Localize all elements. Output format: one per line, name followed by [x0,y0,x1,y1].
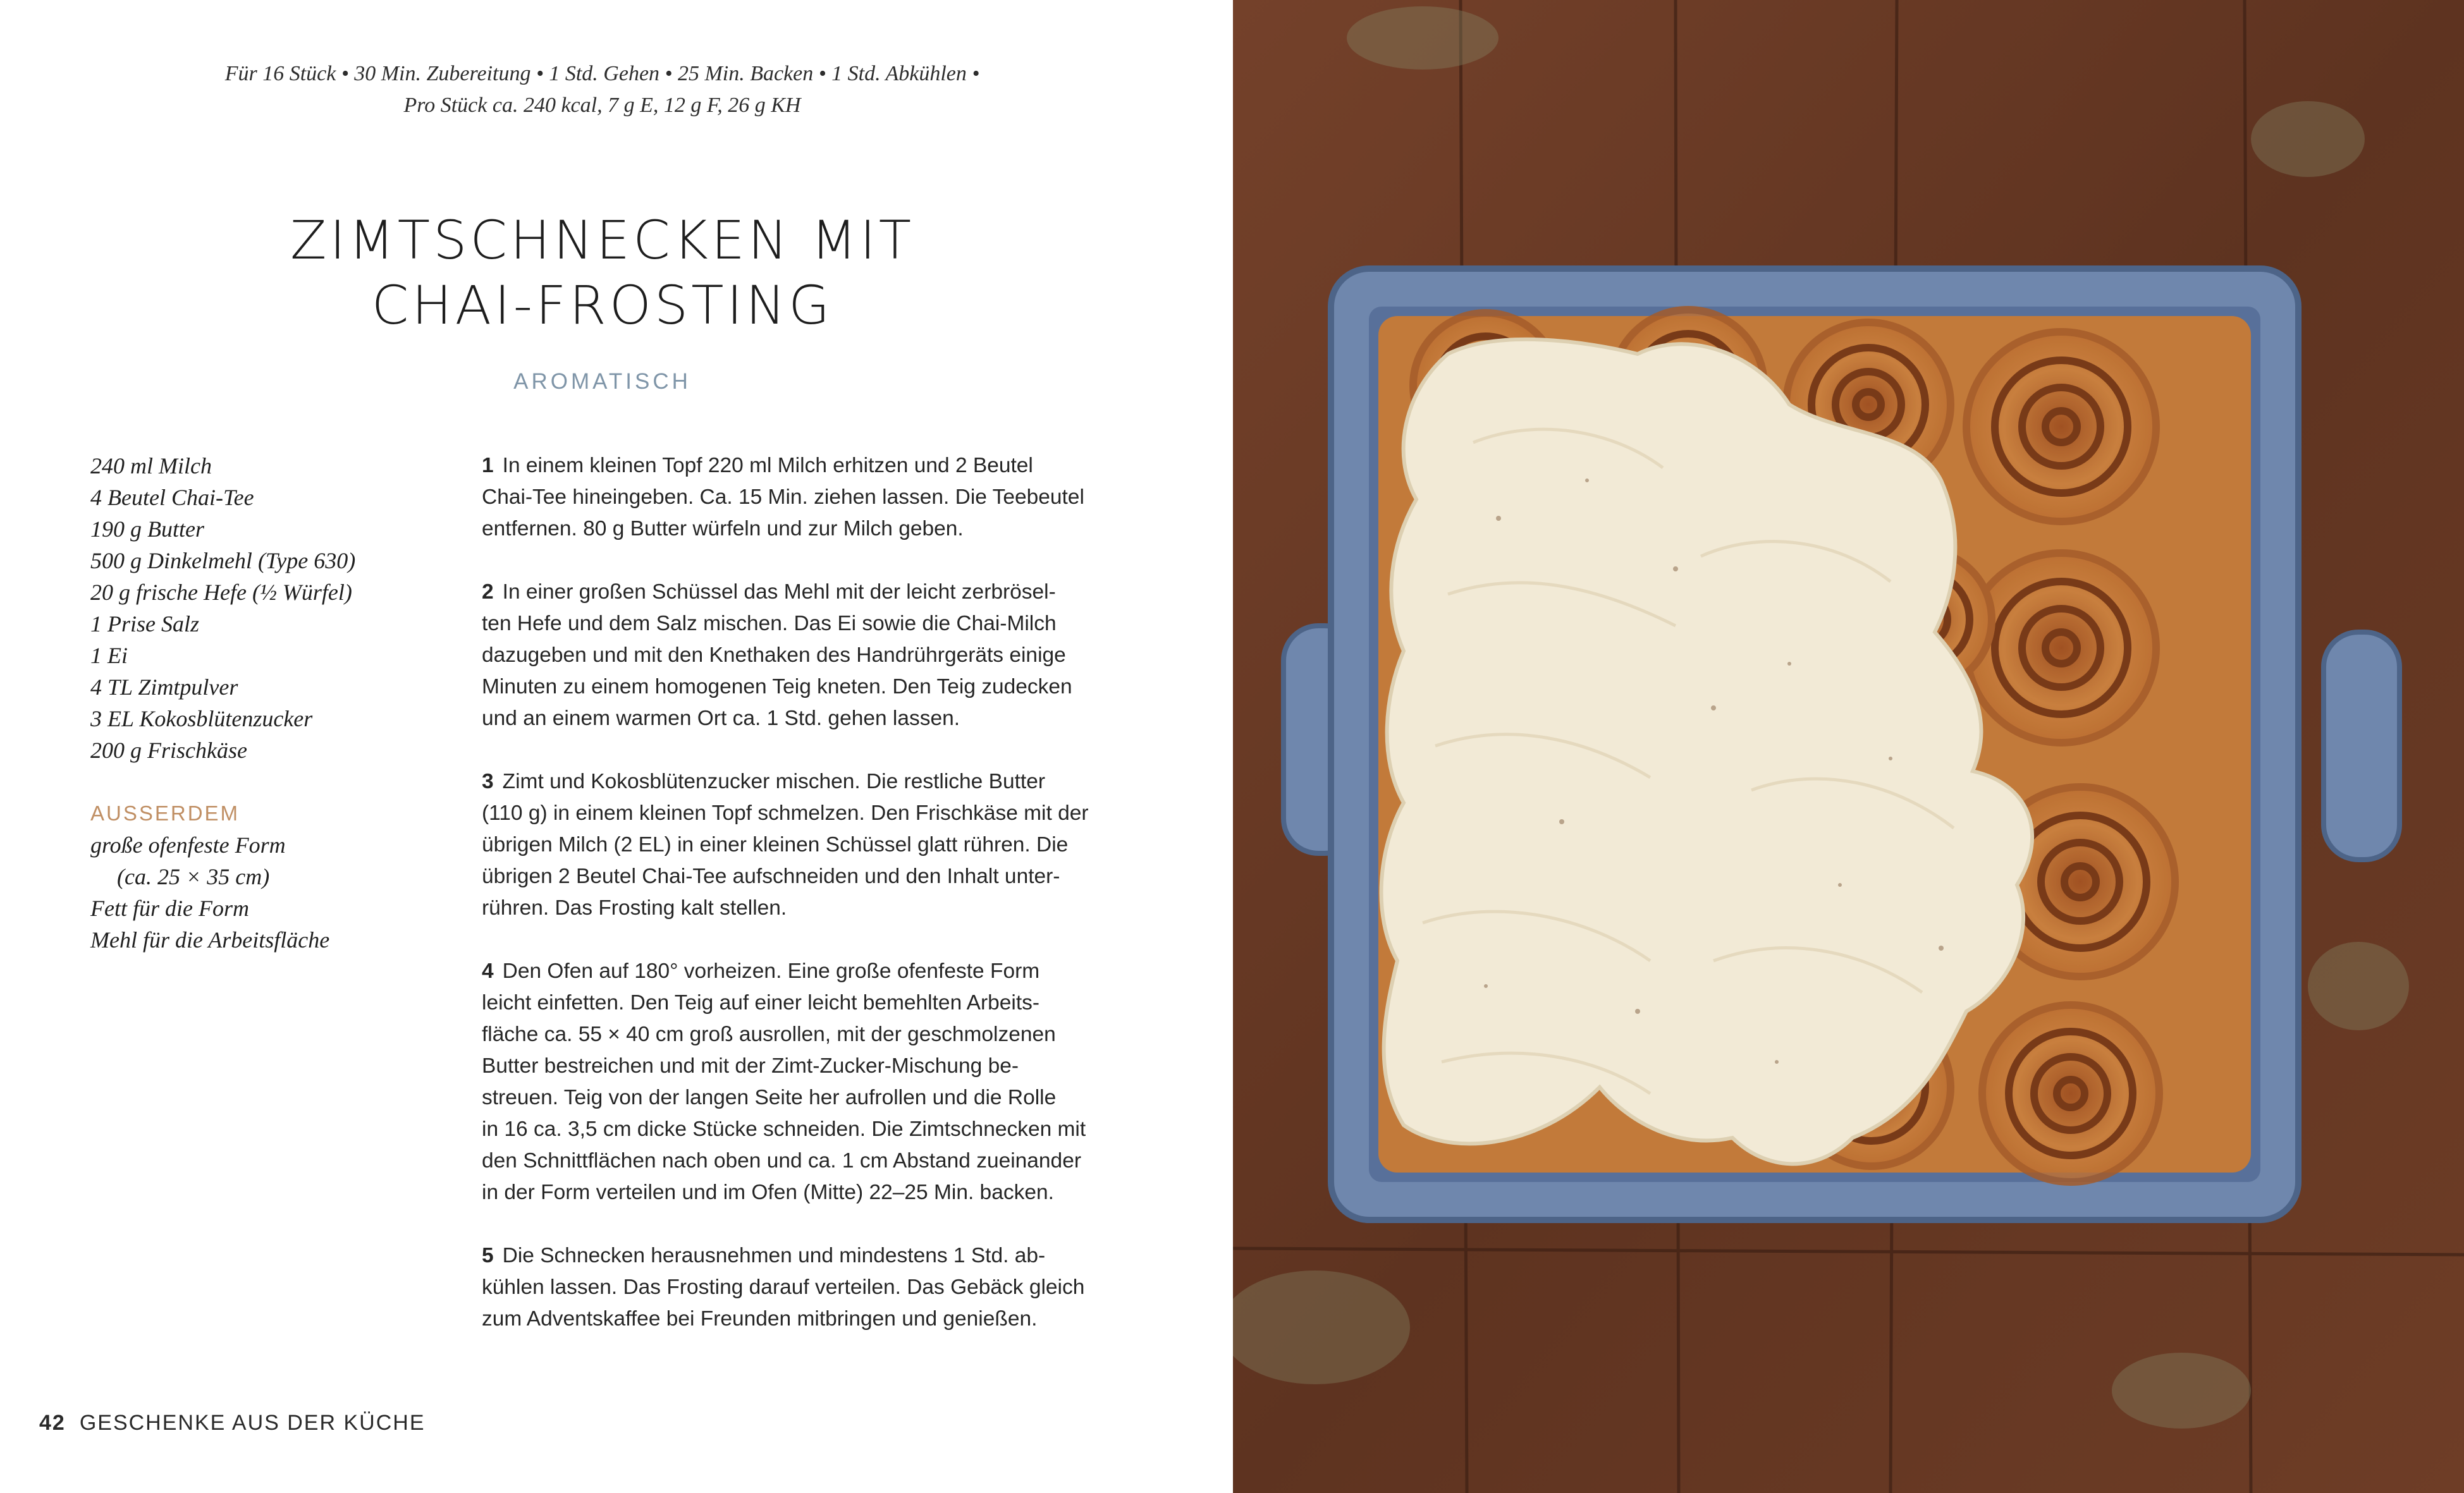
step-text-line: Minuten zu einem homogenen Teig kneten. Den Teig zudecken [482,675,1072,698]
ingredient-extra-item: (ca. 25 × 35 cm) [117,864,270,889]
step-text-line: dazugeben und mit den Knethaken des Handrührgeräts einige [482,643,1066,667]
step-text-line: rühren. Das Frosting kalt stellen. [482,896,787,920]
ingredient-list [90,450,444,956]
step-text-line: Die Schnecken herausnehmen und mindestens 1 Std. ab- [502,1244,1046,1267]
step-text-line: (110 g) in einem kleinen Topf schmelzen. Den Frischkäse mit der [482,801,1089,825]
step-text-line: kühlen lassen. Das Frosting darauf verteilen. Das Gebäck gleich [482,1276,1085,1299]
step-text-line: zum Adventskaffee bei Freunden mitbringen und genießen. [482,1307,1038,1331]
step-2 [482,576,1127,734]
ingredient-item: 1 Prise Salz [90,611,200,637]
step-text-line: übrigen Milch (2 EL) in einer kleinen Schüssel glatt rühren. Die [482,833,1069,856]
recipe-title-line-2: CHAI-FROSTING [371,274,833,336]
ingredient-extra-item: Fett für die Form [90,896,249,921]
step-5 [482,1240,1127,1335]
ingredient-item: 190 g Butter [90,516,204,542]
recipe-meta-line-1: Für 16 Stück • 30 Min. Zubereitung • 1 Std. Gehen • 25 Min. Backen • 1 Std. Abkühlen • [224,62,980,85]
step-number: 3 [482,770,494,793]
step-text-line: Den Ofen auf 180° vorheizen. Eine große ofenfeste Form [502,960,1040,983]
cinnamon-rolls-photo [1233,0,2464,1493]
step-number: 4 [482,960,494,983]
page-footer [39,1411,426,1435]
step-text-line: in der Form verteilen und im Ofen (Mitte) 22–25 Min. backen. [482,1181,1054,1204]
step-text-line: Butter bestreichen und mit der Zimt-Zucker-Mischung be- [482,1054,1019,1078]
page-number: 42 [39,1411,66,1435]
ingredient-item: 500 g Dinkelmehl (Type 630) [90,548,356,573]
step-text-line: und an einem warmen Ort ca. 1 Std. gehen lassen. [482,707,960,730]
recipe-tagline: AROMATISCH [513,369,691,394]
step-text-line: In einem kleinen Topf 220 ml Milch erhitzen und 2 Beutel [502,454,1033,477]
recipe-photo [1233,0,2464,1493]
ingredient-item: 200 g Frischkäse [90,738,247,763]
instruction-steps [482,450,1127,1367]
ingredient-extra-item: große ofenfeste Form [90,832,286,858]
step-4 [482,956,1127,1209]
step-text-line: übrigen 2 Beutel Chai-Tee aufschneiden und den Inhalt unter- [482,865,1060,888]
ingredient-item: 3 EL Kokosblütenzucker [90,706,313,731]
step-text-line: fläche ca. 55 × 40 cm groß ausrollen, mit der geschmolzenen [482,1023,1056,1046]
step-text-line: in 16 ca. 3,5 cm dicke Stücke schneiden. Die Zimtschnecken mit [482,1118,1086,1141]
recipe-meta-line-2: Pro Stück ca. 240 kcal, 7 g E, 12 g F, 26 g KH [403,94,801,117]
ingredient-item: 1 Ei [90,643,128,668]
step-number: 1 [482,454,494,477]
step-text-line: entfernen. 80 g Butter würfeln und zur Milch geben. [482,517,964,540]
footer-section-title: GESCHENKE AUS DER KÜCHE [79,1411,426,1435]
recipe-title-line-1: ZIMTSCHNECKEN MIT [290,209,915,271]
step-text-line: ten Hefe und dem Salz mischen. Das Ei sowie die Chai-Milch [482,612,1057,635]
ingredient-item: 20 g frische Hefe (½ Würfel) [90,580,352,605]
step-text-line: Chai-Tee hineingeben. Ca. 15 Min. ziehen lassen. Die Teebeutel [482,485,1084,509]
ingredient-item: 4 TL Zimtpulver [90,674,238,700]
step-text-line: leicht einfetten. Den Teig auf einer leicht bemehlten Arbeits- [482,991,1040,1015]
ingredient-item: 240 ml Milch [90,453,212,478]
ingredient-extra-item: Mehl für die Arbeitsfläche [90,927,330,953]
step-text-line: In einer großen Schüssel das Mehl mit der leicht zerbrösel- [502,580,1056,604]
step-text-line: den Schnittflächen nach oben und ca. 1 cm Abstand zueinander [482,1149,1081,1173]
step-number: 2 [482,580,494,604]
ingredient-section-heading: AUSSERDEM [90,801,240,825]
step-text-line: streuen. Teig von der langen Seite her aufrollen und die Rolle [482,1086,1057,1109]
step-number: 5 [482,1244,494,1267]
step-1 [482,450,1127,545]
step-text-line: Zimt und Kokosblütenzucker mischen. Die restliche Butter [502,770,1045,793]
ingredient-item: 4 Beutel Chai-Tee [90,485,254,510]
step-3 [482,766,1127,924]
